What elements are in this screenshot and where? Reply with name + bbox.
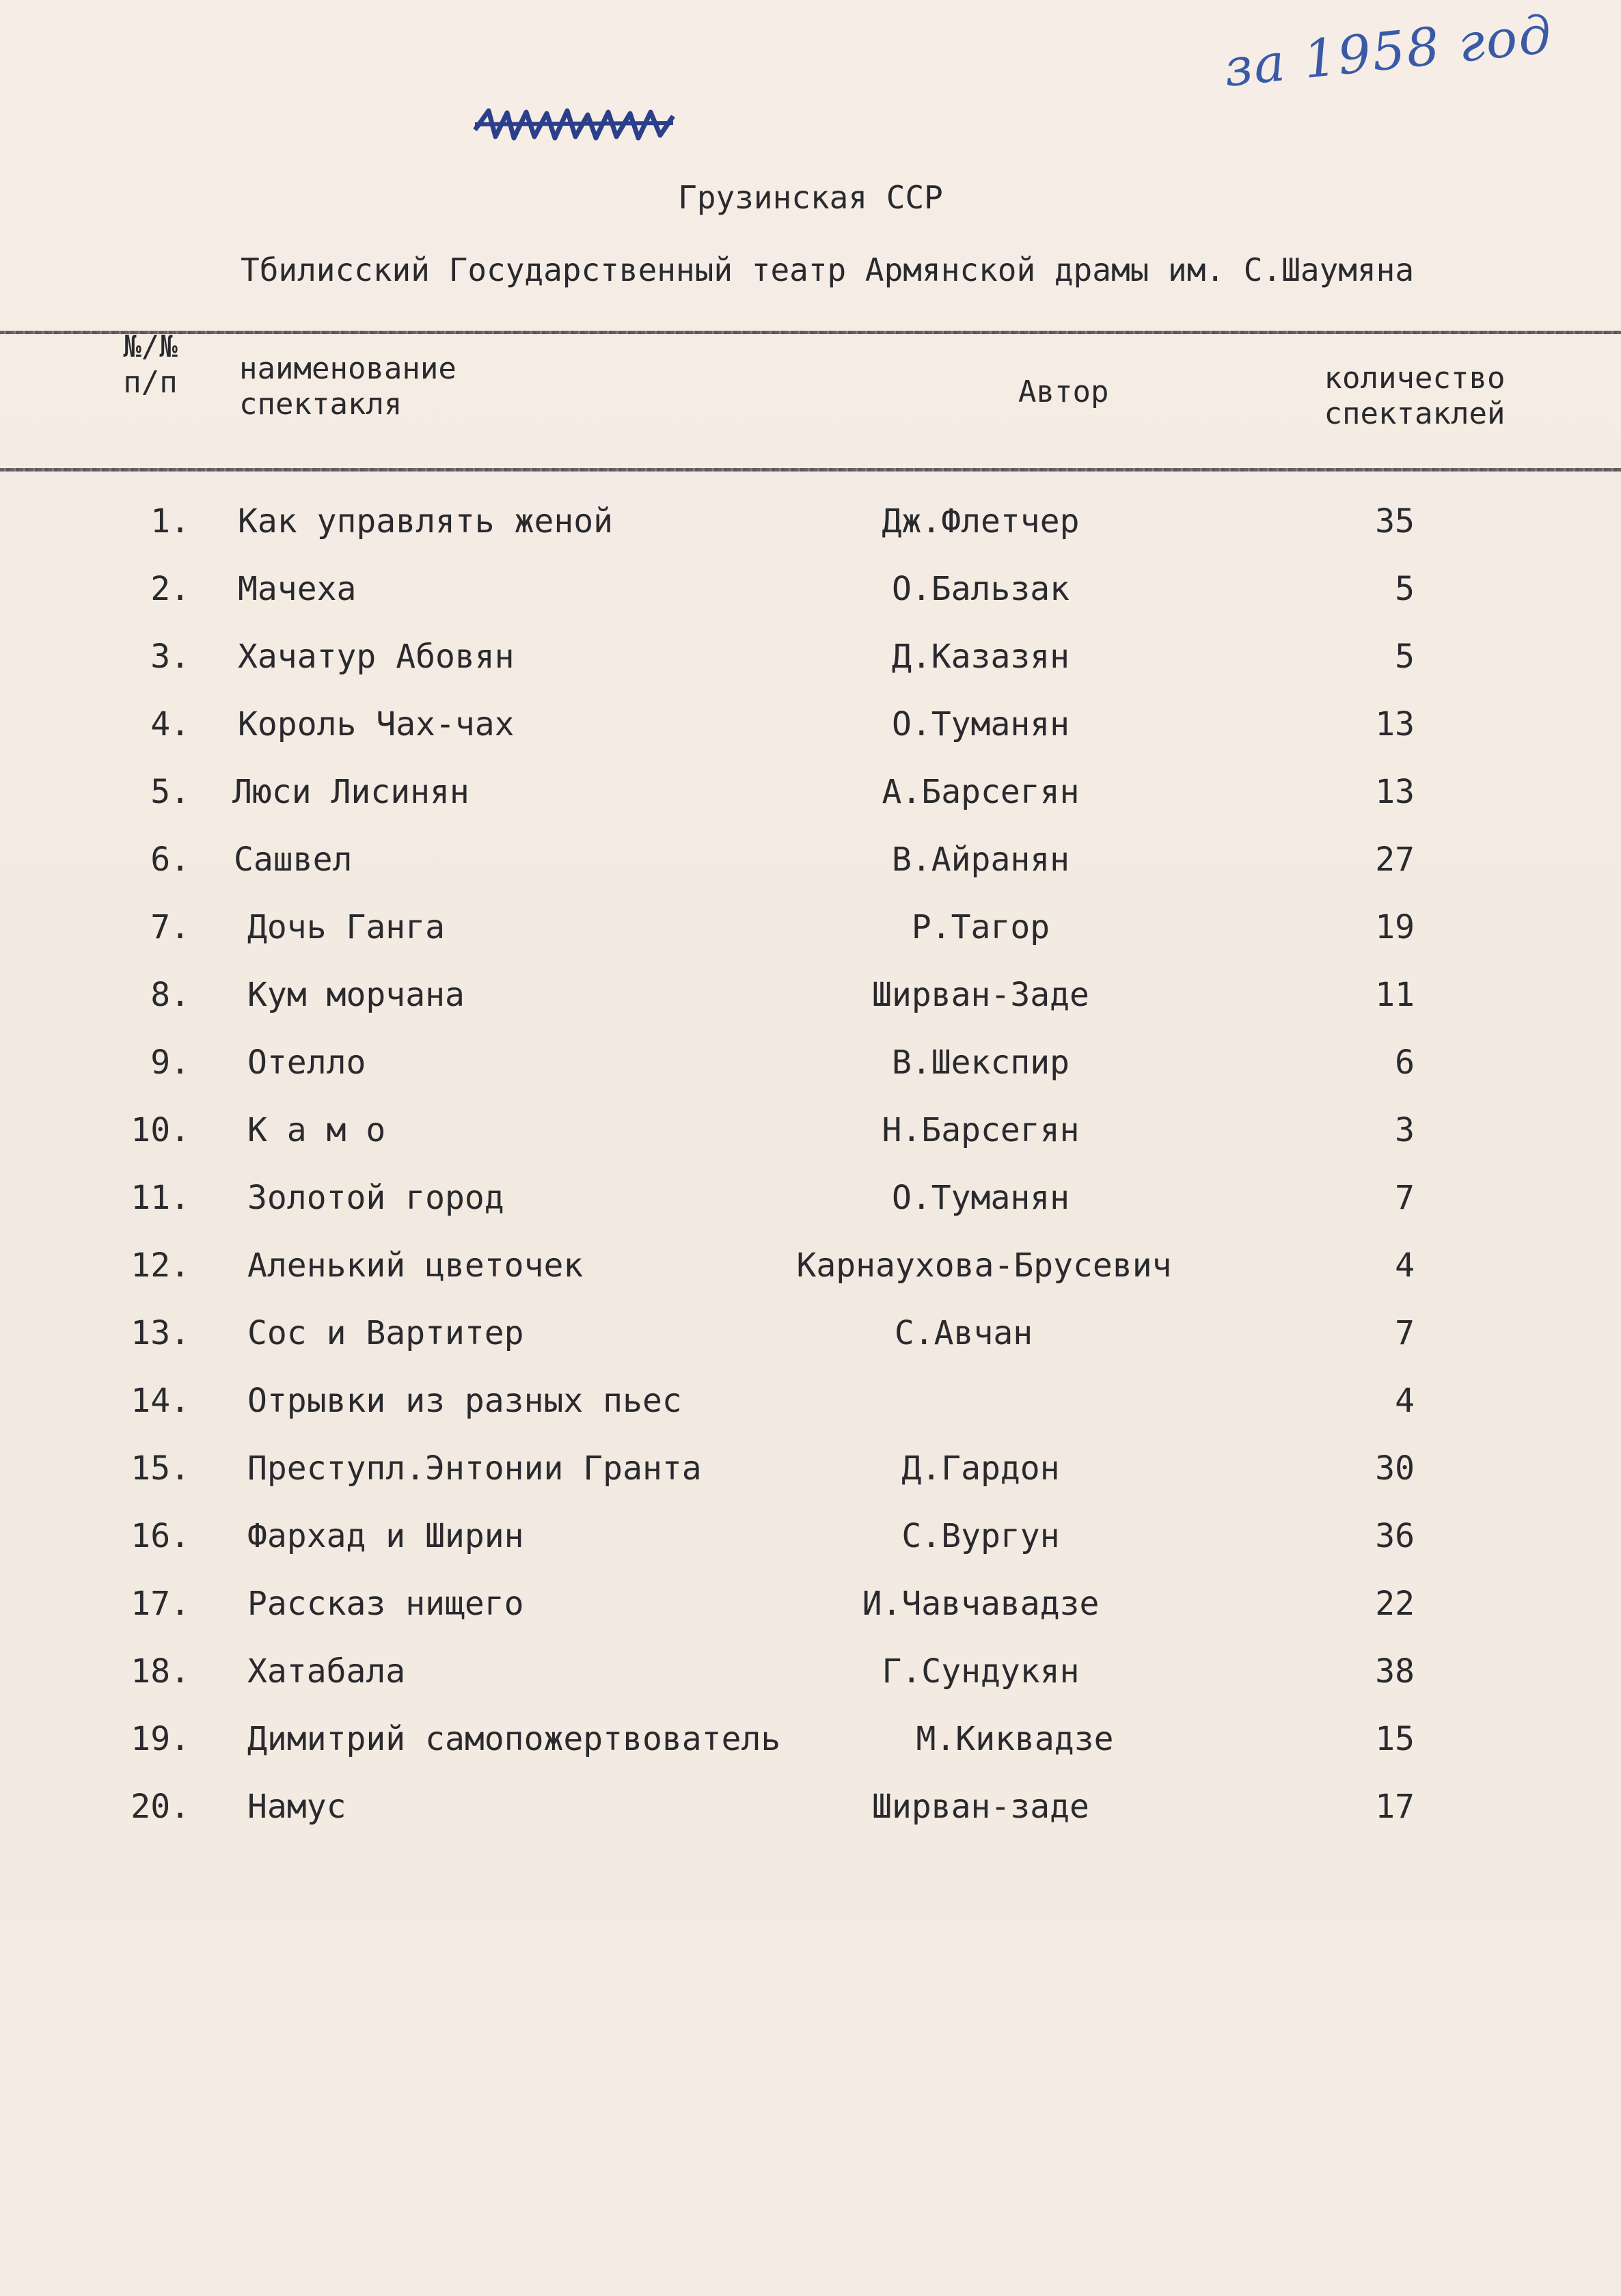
row-number: 16.	[131, 1517, 190, 1555]
row-count: 19	[1375, 908, 1415, 946]
row-title: Кум морчана	[247, 976, 465, 1014]
row-count: 30	[1375, 1449, 1415, 1488]
row-number: 10.	[131, 1111, 190, 1149]
column-header-number	[109, 329, 191, 400]
row-title: К а м о	[247, 1111, 386, 1149]
row-count: 5	[1395, 638, 1415, 676]
row-title: Преступл.Энтонии Гранта	[247, 1449, 702, 1488]
handwritten-year-note: за 1958 год	[1221, 3, 1556, 98]
column-header-author: Автор	[1018, 374, 1109, 409]
row-title: Как управлять женой	[238, 502, 614, 541]
table-row	[0, 1111, 1621, 1179]
row-count: 7	[1395, 1179, 1415, 1217]
row-count: 4	[1395, 1382, 1415, 1420]
row-title: Отелло	[247, 1043, 366, 1082]
table-row	[0, 1314, 1621, 1382]
row-count: 17	[1375, 1788, 1415, 1826]
row-count: 27	[1375, 840, 1415, 879]
row-count: 38	[1375, 1652, 1415, 1691]
table-row	[0, 1585, 1621, 1652]
row-title: Сашвел	[234, 840, 353, 879]
row-author: О.Бальзак	[891, 570, 1070, 608]
row-author: Д.Гардон	[901, 1449, 1060, 1488]
table-row	[0, 976, 1621, 1043]
row-count: 11	[1375, 976, 1415, 1014]
row-author: И.Чавчавадзе	[862, 1585, 1100, 1623]
row-title: Аленький цветочек	[247, 1246, 584, 1285]
row-count: 7	[1395, 1314, 1415, 1352]
table-row	[0, 1043, 1621, 1111]
row-author: Карнаухова-Брусевич	[796, 1246, 1172, 1285]
crossed-out-scribble	[472, 102, 677, 150]
row-title: Люси Лисинян	[232, 773, 469, 811]
row-count: 36	[1375, 1517, 1415, 1555]
row-author: М.Киквадзе	[916, 1720, 1114, 1758]
row-count: 35	[1375, 502, 1415, 541]
table-row	[0, 705, 1621, 773]
row-author: В.Айранян	[891, 840, 1070, 879]
row-title: Димитрий самопожертвователь	[247, 1720, 781, 1758]
column-header-count: количество спектаклей	[1324, 361, 1506, 431]
row-title: Хатабала	[247, 1652, 406, 1691]
row-number: 6.	[150, 840, 190, 879]
table-row	[0, 1382, 1621, 1449]
row-number: 15.	[131, 1449, 190, 1488]
row-title: Король Чах-чах	[238, 705, 515, 743]
row-author: Ширван-заде	[872, 1788, 1089, 1826]
table-row	[0, 1246, 1621, 1314]
row-count: 13	[1375, 705, 1415, 743]
row-number: 4.	[150, 705, 190, 743]
table-header-rule	[0, 468, 1621, 472]
row-author: Н.Барсегян	[882, 1111, 1080, 1149]
table-top-rule	[0, 331, 1621, 334]
row-title: Дочь Ганга	[247, 908, 445, 946]
row-title: Фархад и Ширин	[247, 1517, 524, 1555]
table-row	[0, 1179, 1621, 1246]
row-number: 1.	[150, 502, 190, 541]
row-count: 13	[1375, 773, 1415, 811]
table-row	[0, 1720, 1621, 1788]
table-row	[0, 570, 1621, 638]
row-author: О.Туманян	[891, 1179, 1070, 1217]
row-title: Золотой город	[247, 1179, 504, 1217]
row-number: 3.	[150, 638, 190, 676]
row-number: 14.	[131, 1382, 190, 1420]
table-row	[0, 1652, 1621, 1720]
row-author: Ширван-Заде	[872, 976, 1089, 1014]
row-title: Намус	[247, 1788, 346, 1826]
row-number: 8.	[150, 976, 190, 1014]
row-title: Мачеха	[238, 570, 357, 608]
row-title: Рассказ нищего	[247, 1585, 524, 1623]
row-count: 3	[1395, 1111, 1415, 1149]
row-author: Р.Тагор	[911, 908, 1050, 946]
row-number: 9.	[150, 1043, 190, 1082]
table-row	[0, 502, 1621, 570]
row-author: А.Барсегян	[882, 773, 1080, 811]
row-number: 11.	[131, 1179, 190, 1217]
column-header-title: наименование спектакля	[239, 351, 457, 422]
row-author: Д.Казазян	[891, 638, 1070, 676]
table-row	[0, 840, 1621, 908]
theatre-title: Тбилисский Государственный театр Армянской драмы им. С.Шаумяна	[241, 251, 1415, 288]
row-number: 20.	[131, 1788, 190, 1826]
column-header-number-text: №/№ п/п	[123, 329, 178, 400]
table-row	[0, 1788, 1621, 1855]
row-author: О.Туманян	[891, 705, 1070, 743]
table-row	[0, 1449, 1621, 1517]
row-number: 13.	[131, 1314, 190, 1352]
table-row	[0, 638, 1621, 705]
row-author: В.Шекспир	[891, 1043, 1070, 1082]
row-title: Сос и Вартитер	[247, 1314, 524, 1352]
republic-title: Грузинская ССР	[678, 179, 943, 216]
row-author: Г.Сундукян	[882, 1652, 1080, 1691]
row-author: Дж.Флетчер	[882, 502, 1080, 541]
row-number: 2.	[150, 570, 190, 608]
row-number: 18.	[131, 1652, 190, 1691]
row-count: 4	[1395, 1246, 1415, 1285]
row-number: 7.	[150, 908, 190, 946]
row-count: 22	[1375, 1585, 1415, 1623]
row-author: С.Вургун	[901, 1517, 1060, 1555]
table-row	[0, 1517, 1621, 1585]
row-count: 6	[1395, 1043, 1415, 1082]
row-title: Хачатур Абовян	[238, 638, 515, 676]
row-title: Отрывки из разных пьес	[247, 1382, 682, 1420]
row-number: 5.	[150, 773, 190, 811]
row-number: 17.	[131, 1585, 190, 1623]
row-count: 5	[1395, 570, 1415, 608]
row-count: 15	[1375, 1720, 1415, 1758]
table-row	[0, 773, 1621, 840]
table-row	[0, 908, 1621, 976]
row-number: 12.	[131, 1246, 190, 1285]
row-author: С.Авчан	[894, 1314, 1033, 1352]
row-number: 19.	[131, 1720, 190, 1758]
